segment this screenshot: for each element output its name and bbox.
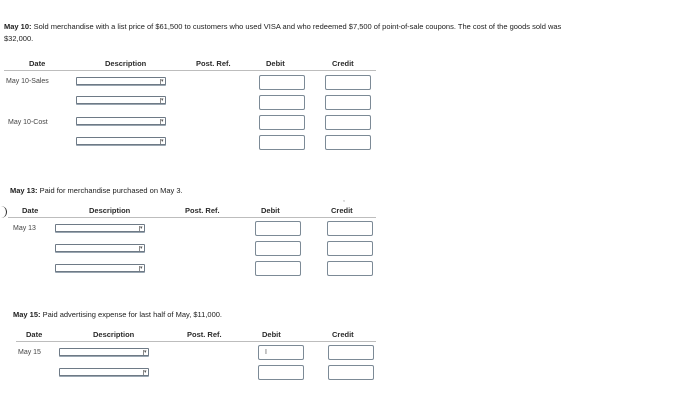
- credit-input[interactable]: [325, 95, 371, 110]
- debit-input[interactable]: [259, 75, 305, 90]
- description-select[interactable]: [76, 137, 166, 145]
- header-credit: Credit: [331, 206, 353, 215]
- dropdown-arrow-icon: ▾: [161, 78, 164, 84]
- header-post-ref: Post. Ref.: [187, 330, 222, 339]
- date-may10-sales: May 10-Sales: [6, 78, 49, 85]
- debit-input[interactable]: [258, 365, 304, 380]
- description-select[interactable]: [76, 77, 166, 85]
- text-cursor: I: [265, 349, 267, 356]
- header-post-ref: Post. Ref.: [185, 206, 220, 215]
- credit-input[interactable]: [328, 365, 374, 380]
- date-may10-cost: May 10-Cost: [8, 119, 48, 126]
- credit-input[interactable]: [327, 221, 373, 236]
- may13-prompt: [10, 185, 183, 197]
- may13-text: Paid for merchandise purchased on May 3.: [39, 186, 183, 195]
- date-may13: May 13: [13, 225, 36, 232]
- may10-text: Sold merchandise with a list price of $61,500 to customers who used VISA and who redeemed $7,500 of point-of-sale coupons. The cost of the goods sold was: [33, 22, 562, 31]
- dropdown-arrow-icon: ▾: [140, 225, 143, 231]
- may13-title: May 13:: [10, 186, 38, 195]
- header-date: Date: [26, 330, 43, 339]
- may10-prompt: [4, 21, 698, 45]
- header-post-ref: Post. Ref.: [196, 59, 231, 68]
- header-date: Date: [22, 206, 39, 215]
- dropdown-arrow-icon: ▾: [140, 265, 143, 271]
- debit-input[interactable]: [259, 115, 305, 130]
- may15-prompt: [13, 309, 222, 321]
- debit-input[interactable]: [255, 241, 301, 256]
- description-select[interactable]: [76, 117, 166, 125]
- may10-text-cont: $32,000.: [4, 34, 34, 43]
- credit-input[interactable]: [325, 115, 371, 130]
- header-rule: [16, 341, 376, 342]
- header-credit: Credit: [332, 330, 354, 339]
- may10-title: May 10:: [4, 22, 32, 31]
- header-debit: Debit: [262, 330, 281, 339]
- may15-title: May 15:: [13, 310, 41, 319]
- credit-input[interactable]: [328, 345, 374, 360]
- debit-input[interactable]: [258, 345, 304, 360]
- credit-input[interactable]: [327, 261, 373, 276]
- description-select[interactable]: [76, 96, 166, 104]
- header-date: Date: [29, 59, 46, 68]
- header-description: Description: [105, 59, 147, 68]
- credit-input[interactable]: [325, 75, 371, 90]
- date-may15: May 15: [18, 349, 41, 356]
- dropdown-arrow-icon: ▾: [140, 245, 143, 251]
- credit-input[interactable]: [325, 135, 371, 150]
- may15-text: Paid advertising expense for last half of May, $11,000.: [42, 310, 223, 319]
- header-rule: [8, 217, 376, 218]
- debit-input[interactable]: [255, 261, 301, 276]
- dropdown-arrow-icon: ▾: [161, 118, 164, 124]
- dropdown-arrow-icon: ▾: [161, 97, 164, 103]
- credit-input[interactable]: [327, 241, 373, 256]
- dropdown-arrow-icon: ▾: [144, 369, 147, 375]
- question-marker: [0, 206, 7, 218]
- dropdown-arrow-icon: ▾: [161, 138, 164, 144]
- debit-input[interactable]: [259, 95, 305, 110]
- debit-input[interactable]: [259, 135, 305, 150]
- description-select[interactable]: [55, 264, 145, 272]
- dropdown-arrow-icon: ▾: [144, 349, 147, 355]
- debit-input[interactable]: [255, 221, 301, 236]
- header-debit: Debit: [266, 59, 285, 68]
- description-select[interactable]: [59, 348, 149, 356]
- header-debit: Debit: [261, 206, 280, 215]
- description-select[interactable]: [55, 244, 145, 252]
- description-select[interactable]: [59, 368, 149, 376]
- description-select[interactable]: [55, 224, 145, 232]
- stray-mark: ,: [343, 196, 345, 203]
- header-rule: [4, 70, 376, 71]
- header-credit: Credit: [332, 59, 354, 68]
- header-description: Description: [89, 206, 131, 215]
- header-description: Description: [93, 330, 135, 339]
